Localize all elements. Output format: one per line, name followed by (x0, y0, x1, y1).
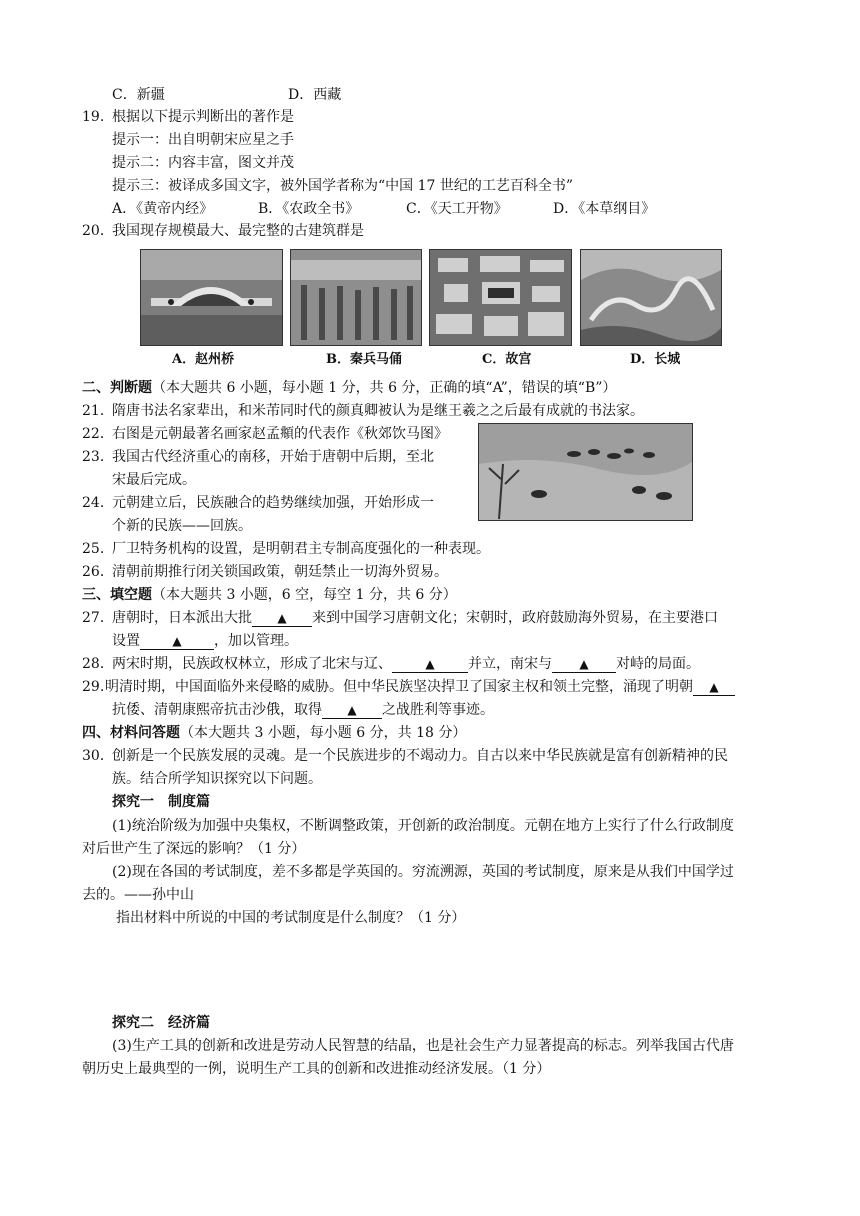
q29-text-2: 抗倭、清朝康熙帝抗击沙俄，取得 (112, 702, 322, 718)
q19-option-b: B．《农政全书》 (258, 201, 360, 217)
q28-line (112, 653, 700, 675)
q30-sub2-line-2: 去的。——孙中山 (82, 887, 194, 903)
q29-line-1 (105, 676, 735, 698)
q25-text: 厂卫特务机构的设置，是明朝君主专制高度强化的一种表现。 (112, 541, 490, 557)
q29-blank-2[interactable]: ▲ (322, 702, 382, 719)
q30-sub1-line-1: (1)统治阶级为加强中央集权，不断调整政策，开创新的政治制度。元朝在地方上实行了什么行政制度 (112, 818, 734, 834)
q27-number: 27． (82, 610, 114, 626)
section-3-title: 三、填空题 (82, 587, 152, 603)
zhaozhou-bridge-image (140, 249, 283, 346)
q30-sub3-line-2: 朝历史上最典型的一例，说明生产工具的创新和改进推动经济发展。（1 分） (82, 1061, 551, 1077)
q30-sub1-line-2: 对后世产生了深远的影响？（1 分） (82, 841, 306, 857)
q19-number: 19． (82, 109, 114, 125)
q29-text-3: 之战胜利等事迹。 (382, 702, 494, 718)
q27-text-3: 设置 (112, 633, 140, 649)
q27-text-4: ，加以管理。 (214, 633, 298, 649)
q23-number: 23． (82, 449, 114, 465)
caption-a: A．赵州桥 (172, 352, 235, 367)
q30-sub2-line-1: (2)现在各国的考试制度，差不多都是学英国的。穷流溯源，英国的考试制度，原来是从我们中国学过 (112, 864, 734, 880)
q27-blank-1[interactable]: ▲ (252, 610, 312, 627)
terracotta-army-image (290, 249, 422, 346)
q27-line-1 (112, 607, 718, 629)
q18-option-c: C．新疆 (112, 87, 165, 103)
q24-line-2: 个新的民族——回族。 (112, 518, 252, 534)
q19-hint-2: 提示二：内容丰富，图文并茂 (112, 155, 294, 171)
q19-option-c: C．《天工开物》 (406, 201, 508, 217)
section-3-heading (82, 584, 457, 606)
caption-c: C．故宫 (482, 352, 532, 367)
section-4-heading (82, 722, 466, 744)
q29-blank-1[interactable]: ▲ (693, 679, 735, 696)
q23-line-1: 我国古代经济重心的南移，开始于唐朝中后期，至北 (112, 449, 434, 465)
q22-number: 22． (82, 426, 114, 442)
q27-blank-2[interactable]: ▲ (140, 633, 214, 650)
q29-text-1: 明清时期，中国面临外来侵略的威胁。但中华民族坚决捍卫了国家主权和领土完整，涌现了明朝 (105, 679, 693, 695)
section-4-desc: （本大题共 3 小题，每小题 6 分，共 18 分） (180, 725, 467, 741)
q30-line-1: 创新是一个民族发展的灵魂。是一个民族进步的不竭动力。自古以来中华民族就是富有创新精神的民 (112, 748, 728, 764)
great-wall-image (580, 249, 722, 346)
q25-number: 25． (82, 541, 114, 557)
q28-blank-1[interactable]: ▲ (392, 656, 468, 673)
q30-line-2: 族。结合所学知识探究以下问题。 (112, 771, 322, 787)
q30-sub3-line-1: (3)生产工具的创新和改进是劳动人民智慧的结晶，也是社会生产力显著提高的标志。列举我国古代唐 (112, 1038, 734, 1054)
q20-number: 20． (82, 223, 114, 239)
autumn-horses-painting-image (478, 423, 693, 521)
q26-number: 26． (82, 564, 114, 580)
q28-text-2: 并立，南宋与 (468, 656, 552, 672)
q30-number: 30． (82, 748, 114, 764)
section-2-heading (82, 377, 616, 399)
q26-text: 清朝前期推行闭关锁国政策，朝廷禁止一切海外贸易。 (112, 564, 448, 580)
q27-text-2: 来到中国学习唐朝文化；宋朝时，政府鼓励海外贸易，在主要港口 (312, 610, 718, 626)
section-2-desc: （本大题共 6 小题，每小题 1 分，共 6 分，正确的填“A”，错误的填“B”） (152, 380, 617, 396)
q19-option-d: D．《本草纲目》 (553, 201, 656, 217)
q28-text-1: 两宋时期，民族政权林立，形成了北宋与辽、 (112, 656, 392, 672)
q23-line-2: 宋最后完成。 (112, 472, 196, 488)
section-4-title: 四、材料问答题 (82, 725, 180, 741)
q28-text-3: 对峙的局面。 (616, 656, 700, 672)
q22-text: 右图是元朝最著名画家赵孟頫的代表作《秋郊饮马图》 (112, 426, 448, 442)
q27-line-2 (112, 630, 298, 652)
q19-hint-1: 提示一：出自明朝宋应星之手 (112, 132, 294, 148)
q28-blank-2[interactable]: ▲ (552, 656, 616, 673)
q21-text: 隋唐书法名家辈出，和米芾同时代的颜真卿被认为是继王羲之之后最有成就的书法家。 (112, 403, 644, 419)
q18-option-d: D．西藏 (288, 87, 342, 103)
section-3-desc: （本大题共 3 小题，6 空，每空 1 分，共 6 分） (152, 587, 457, 603)
q27-text-1: 唐朝时，日本派出大批 (112, 610, 252, 626)
q24-number: 24． (82, 495, 114, 511)
q24-line-1: 元朝建立后，民族融合的趋势继续加强，开始形成一 (112, 495, 434, 511)
q29-number: 29. (82, 679, 105, 695)
q29-line-2 (112, 699, 494, 721)
q28-number: 28． (82, 656, 114, 672)
q19-option-a: A．《黄帝内经》 (112, 201, 214, 217)
forbidden-city-image (429, 249, 572, 346)
q30-sub2-line-3: 指出材料中所说的中国的考试制度是什么制度？（1 分） (116, 910, 466, 926)
caption-b: B．秦兵马俑 (326, 352, 402, 367)
explore-2-heading: 探究二 经济篇 (112, 1015, 210, 1031)
explore-1-heading: 探究一 制度篇 (112, 794, 210, 810)
q19-hint-3: 提示三：被译成多国文字，被外国学者称为“中国 17 世纪的工艺百科全书” (112, 178, 574, 194)
q20-stem: 我国现存规模最大、最完整的古建筑群是 (112, 223, 364, 239)
section-2-title: 二、判断题 (82, 380, 152, 396)
q21-number: 21． (82, 403, 114, 419)
caption-d: D．长城 (630, 352, 681, 367)
q19-stem: 根据以下提示判断出的著作是 (112, 109, 294, 125)
